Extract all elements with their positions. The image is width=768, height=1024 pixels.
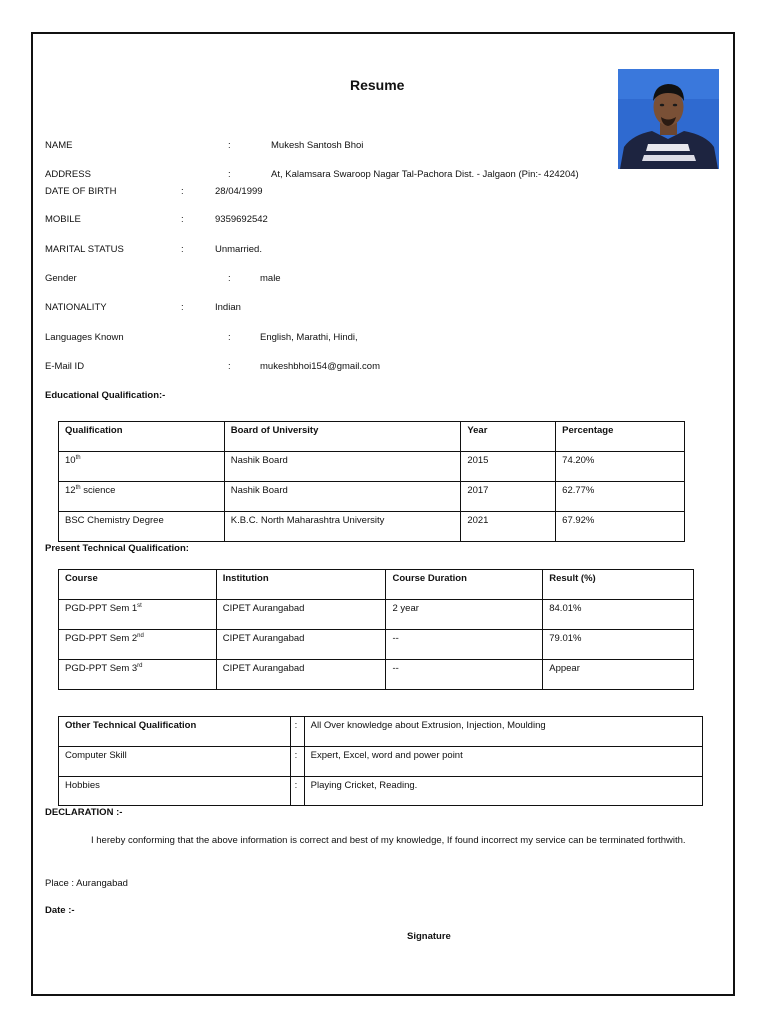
page-title: Resume <box>350 77 405 93</box>
year-cell: 2017 <box>461 482 556 512</box>
signature-label: Signature <box>407 931 451 942</box>
column-header: Percentage <box>556 422 685 452</box>
mobile-value: 9359692542 <box>215 214 268 225</box>
course-cell: PGD-PPT Sem 2nd <box>59 630 217 660</box>
column-header: Qualification <box>59 422 225 452</box>
board-cell: Nashik Board <box>224 482 461 512</box>
column-header: Institution <box>216 570 386 600</box>
hobbies-value: Playing Cricket, Reading. <box>304 777 702 806</box>
result-cell: 79.01% <box>543 630 694 660</box>
languages-colon: : <box>228 332 231 343</box>
other-qualifications-table <box>58 716 703 806</box>
column-header: Result (%) <box>543 570 694 600</box>
dob-value: 28/04/1999 <box>215 186 263 197</box>
duration-cell: 2 year <box>386 600 543 630</box>
declaration-heading: DECLARATION :- <box>45 807 123 818</box>
technical-header-row <box>59 570 694 600</box>
name-colon: : <box>228 140 231 151</box>
languages-value: English, Marathi, Hindi, <box>260 332 358 343</box>
table-row <box>59 600 694 630</box>
percentage-cell: 74.20% <box>556 452 685 482</box>
percentage-cell: 62.77% <box>556 482 685 512</box>
qualification-cell: 12th science <box>59 482 225 512</box>
gender-value: male <box>260 273 281 284</box>
hobbies-colon: : <box>290 777 304 806</box>
table-row <box>59 747 703 777</box>
name-label: NAME <box>45 140 73 151</box>
hobbies-label: Hobbies <box>59 777 291 806</box>
board-cell: Nashik Board <box>224 452 461 482</box>
result-cell: 84.01% <box>543 600 694 630</box>
percentage-cell: 67.92% <box>556 512 685 542</box>
mobile-colon: : <box>181 214 184 225</box>
computer-skill-colon: : <box>290 747 304 777</box>
other-qualification-value: All Over knowledge about Extrusion, Injection, Moulding <box>304 717 702 747</box>
other-qualification-label: Other Technical Qualification <box>59 717 291 747</box>
date-line: Date :- <box>45 905 75 916</box>
table-row <box>59 660 694 690</box>
table-row <box>59 717 703 747</box>
computer-skill-value: Expert, Excel, word and power point <box>304 747 702 777</box>
duration-cell: -- <box>386 630 543 660</box>
education-heading: Educational Qualification:- <box>45 390 166 401</box>
address-value: At, Kalamsara Swaroop Nagar Tal-Pachora Dist. - Jalgaon (Pin:- 424204) <box>271 169 579 180</box>
gender-colon: : <box>228 273 231 284</box>
table-row <box>59 630 694 660</box>
marital-status-label: MARITAL STATUS <box>45 244 124 255</box>
technical-table <box>58 569 694 690</box>
column-header: Course <box>59 570 217 600</box>
institution-cell: CIPET Aurangabad <box>216 600 386 630</box>
dob-label: DATE OF BIRTH <box>45 186 117 197</box>
profile-photo <box>618 69 719 169</box>
dob-colon: : <box>181 186 184 197</box>
name-value: Mukesh Santosh Bhoi <box>271 140 364 151</box>
column-header: Board of University <box>224 422 461 452</box>
email-colon: : <box>228 361 231 372</box>
course-cell: PGD-PPT Sem 1st <box>59 600 217 630</box>
email-label: E-Mail ID <box>45 361 85 372</box>
table-row <box>59 777 703 806</box>
institution-cell: CIPET Aurangabad <box>216 660 386 690</box>
address-colon: : <box>228 169 231 180</box>
education-table <box>58 421 685 542</box>
place-line: Place : Aurangabad <box>45 878 128 889</box>
nationality-colon: : <box>181 302 184 313</box>
table-row <box>59 452 685 482</box>
marital-status-colon: : <box>181 244 184 255</box>
declaration-text: I hereby conforming that the above information is correct and best of my knowledge, If found incorrect my service can be terminated forthwith. <box>91 835 686 846</box>
person-photo-icon <box>618 69 719 169</box>
qualification-cell: 10th <box>59 452 225 482</box>
marital-status-value: Unmarried. <box>215 244 262 255</box>
board-cell: K.B.C. North Maharashtra University <box>224 512 461 542</box>
year-cell: 2021 <box>461 512 556 542</box>
computer-skill-label: Computer Skill <box>59 747 291 777</box>
nationality-label: NATIONALITY <box>45 302 107 313</box>
course-cell: PGD-PPT Sem 3rd <box>59 660 217 690</box>
table-row <box>59 482 685 512</box>
address-label: ADDRESS <box>45 169 91 180</box>
result-cell: Appear <box>543 660 694 690</box>
gender-label: Gender <box>45 273 77 284</box>
email-value: mukeshbhoi154@gmail.com <box>260 361 381 372</box>
institution-cell: CIPET Aurangabad <box>216 630 386 660</box>
mobile-label: MOBILE <box>45 214 81 225</box>
column-header: Course Duration <box>386 570 543 600</box>
education-header-row <box>59 422 685 452</box>
languages-label: Languages Known <box>45 332 124 343</box>
year-cell: 2015 <box>461 452 556 482</box>
nationality-value: Indian <box>215 302 241 313</box>
duration-cell: -- <box>386 660 543 690</box>
qualification-cell: BSC Chemistry Degree <box>59 512 225 542</box>
other-qualification-colon: : <box>290 717 304 747</box>
table-row <box>59 512 685 542</box>
technical-heading: Present Technical Qualification: <box>45 543 189 554</box>
column-header: Year <box>461 422 556 452</box>
